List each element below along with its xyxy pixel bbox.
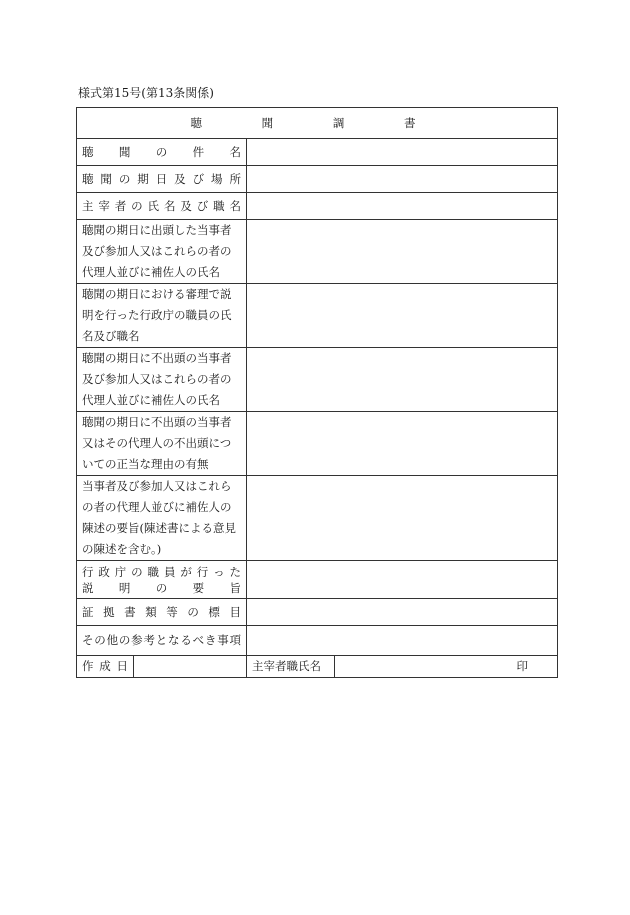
- row-label-absentees: 聴聞の期日に不出頭の当事者及び参加人又はこれらの者の代理人並びに補佐人の氏名: [77, 348, 247, 412]
- row-value-date-place[interactable]: [247, 166, 558, 193]
- row-value-presider[interactable]: [247, 193, 558, 220]
- row-label-explanation: [77, 561, 247, 599]
- row-label-presider: 主宰者の氏名及び職名: [77, 193, 247, 220]
- row-value-attendees[interactable]: [247, 220, 558, 284]
- row-label-attendees: 聴聞の期日に出頭した当事者及び参加人又はこれらの者の代理人並びに補佐人の氏名: [77, 220, 247, 284]
- date-label: 作成日: [77, 656, 134, 678]
- row-label-other: その他の参考となるべき事項: [77, 626, 247, 656]
- seal-mark: 印: [516, 659, 529, 673]
- row-value-statements[interactable]: [247, 476, 558, 561]
- row-label-case-name: 聴聞の件名: [77, 139, 247, 166]
- row-label-agency-staff: 聴聞の期日における審理で説明を行った行政庁の職員の氏名及び職名: [77, 284, 247, 348]
- row-label-explanation-line1: 行政庁の職員が行った: [82, 564, 241, 579]
- row-value-explanation[interactable]: [247, 561, 558, 599]
- row-value-absence-reason[interactable]: [247, 412, 558, 476]
- presider-value-cell[interactable]: [335, 656, 558, 678]
- form-number: 様式第15号(第13条関係): [78, 86, 214, 100]
- row-value-case-name[interactable]: [247, 139, 558, 166]
- presider-label: 主宰者職氏名: [247, 656, 335, 678]
- row-value-absentees[interactable]: [247, 348, 558, 412]
- form-title: 聴 聞 調 書: [77, 108, 558, 139]
- hearing-record-form: [76, 107, 558, 678]
- row-label-date-place: 聴聞の期日及び場所: [77, 166, 247, 193]
- date-value[interactable]: [134, 656, 247, 678]
- row-value-other[interactable]: [247, 626, 558, 656]
- row-value-evidence[interactable]: [247, 599, 558, 626]
- row-label-statements: 当事者及び参加人又はこれらの者の代理人並びに補佐人の陳述の要旨(陳述書による意見の陳述を含む。): [77, 476, 247, 561]
- row-value-agency-staff[interactable]: [247, 284, 558, 348]
- row-label-explanation-line2: 説明の要旨: [82, 580, 241, 595]
- row-label-evidence: 証拠書類等の標目: [77, 599, 247, 626]
- row-label-absence-reason: 聴聞の期日に不出頭の当事者又はその代理人の不出頭についての正当な理由の有無: [77, 412, 247, 476]
